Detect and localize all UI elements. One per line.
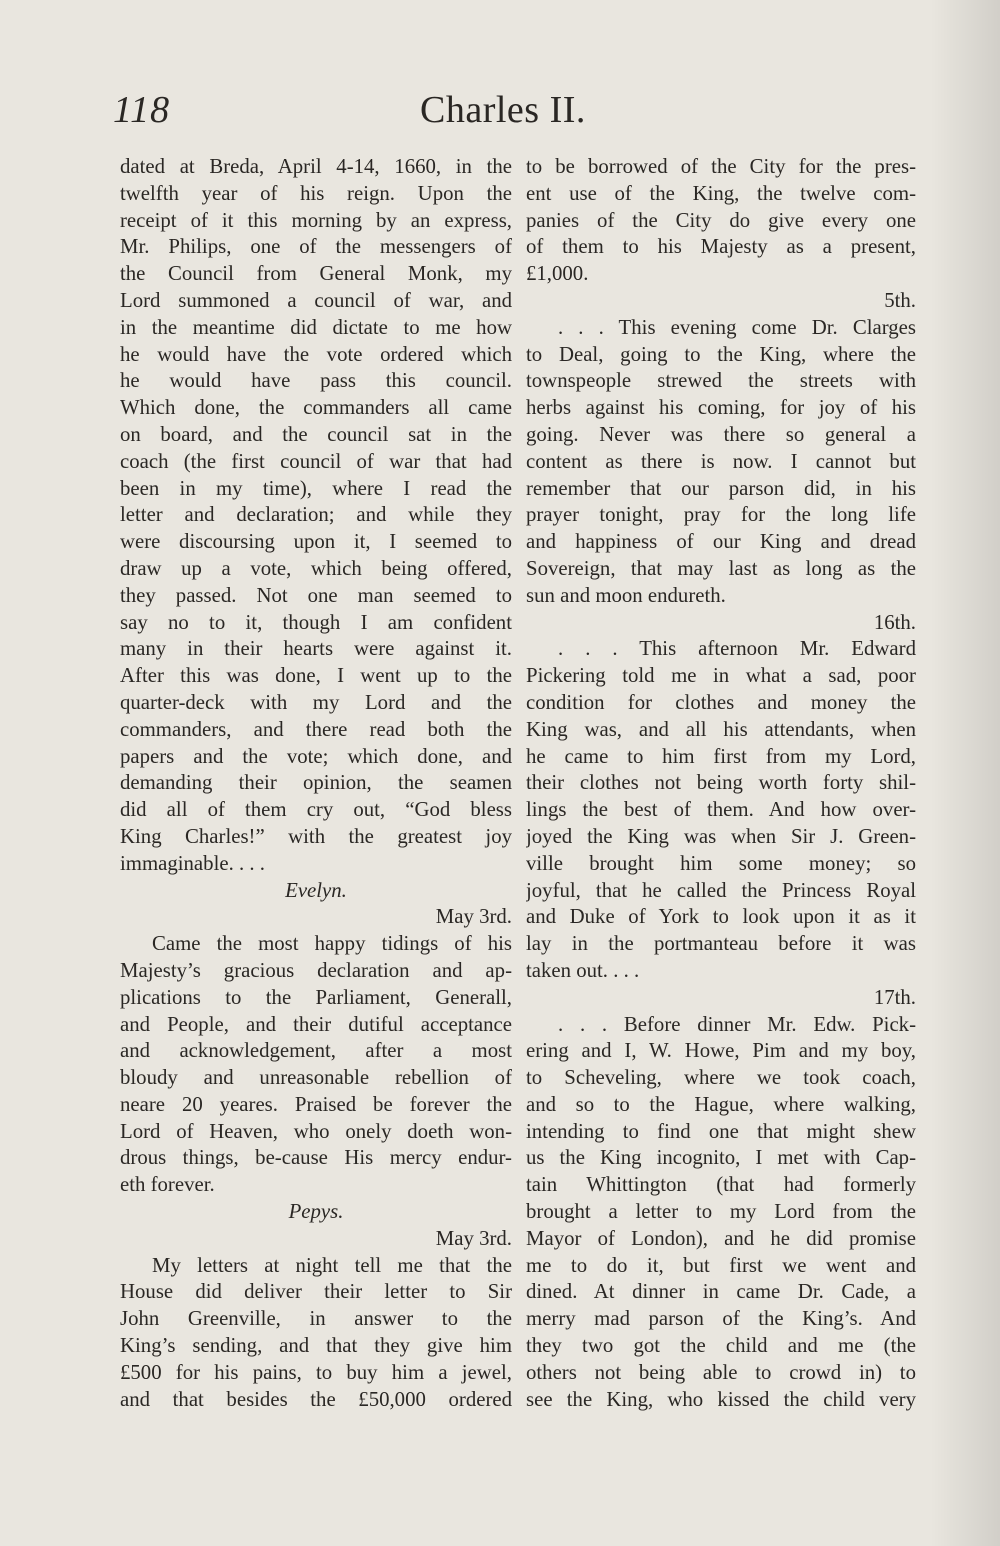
text-line: sun and moon endureth. — [526, 583, 726, 607]
page-edge-shadow — [930, 0, 1000, 1546]
text-line: of them to his Majesty as a present, — [526, 235, 916, 259]
text-line: did all of them cry out, “God bless — [120, 798, 512, 822]
text-line: were discoursing upon it, I seemed to — [120, 530, 512, 554]
text-line: and acknowledgement, after a most — [120, 1039, 512, 1063]
date-heading: May 3rd. — [435, 905, 512, 929]
text-line: Mayor of London), and he did promise — [526, 1226, 916, 1250]
text-line: Lord summoned a council of war, and — [120, 288, 512, 312]
text-line: dined. At dinner in came Dr. Cade, a — [526, 1280, 916, 1304]
text-line: twelfth year of his reign. Upon the — [120, 181, 512, 205]
text-line: bloudy and unreasonable rebellion of — [120, 1066, 512, 1090]
text-line: to be borrowed of the City for the pres- — [526, 155, 916, 178]
text-line: receipt of it this morning by an express, — [120, 208, 512, 232]
text-line: dated at Breda, April 4-14, 1660, in the — [120, 155, 512, 178]
text-line: lay in the portmanteau before it was — [526, 932, 916, 956]
text-line: draw up a vote, which being offered, — [120, 556, 512, 580]
text-line: immaginable. . . . — [120, 851, 265, 875]
text-line: neare 20 yeares. Praised be forever the — [120, 1092, 512, 1116]
text-line: been in my time), where I read the — [120, 476, 512, 500]
text-line: . . . This afternoon Mr. Edward — [558, 637, 916, 661]
text-line: to Deal, going to the King, where the — [526, 342, 916, 366]
text-line: £500 for his pains, to buy him a jewel, — [120, 1360, 512, 1384]
text-line: After this was done, I went up to the — [120, 664, 512, 688]
text-line: commanders, and there read both the — [120, 717, 512, 741]
text-line: Pickering told me in what a sad, poor — [526, 664, 916, 688]
running-title: Charles II. — [420, 89, 586, 131]
left-text-column — [120, 154, 512, 1413]
text-line: prayer tonight, pray for the long life — [526, 503, 916, 527]
text-line: he came to him first from my Lord, — [526, 744, 916, 768]
text-line: letter and declaration; and while they — [120, 503, 512, 527]
text-line: they passed. Not one man seemed to — [120, 583, 512, 607]
text-line: ering and I, W. Howe, Pim and my boy, — [526, 1039, 916, 1063]
page-header — [113, 88, 933, 138]
text-line: Lord of Heaven, who onely doeth won- — [120, 1119, 512, 1143]
text-line: their clothes not being worth forty shil- — [526, 771, 916, 795]
text-line: us the King incognito, I met with Cap- — [526, 1146, 916, 1170]
text-line: plications to the Parliament, Generall, — [120, 985, 512, 1009]
text-line: tain Whittington (that had formerly — [526, 1173, 916, 1197]
text-line: ville brought him some money; so — [526, 851, 916, 875]
text-line: content as there is now. I cannot but — [526, 449, 916, 473]
text-line: and so to the Hague, where walking, — [526, 1092, 916, 1116]
text-line: Majesty’s gracious declaration and ap- — [120, 958, 512, 982]
text-line: and People, and their dutiful acceptance — [120, 1012, 512, 1036]
text-line: townspeople strewed the streets with — [526, 369, 916, 393]
text-line: Sovereign, that may last as long as the — [526, 556, 916, 580]
text-line: £1,000. — [526, 262, 589, 286]
text-line: demanding their opinion, the seamen — [120, 771, 512, 795]
text-line: condition for clothes and money the — [526, 690, 916, 714]
text-line: they two got the child and me (the — [526, 1334, 916, 1358]
text-line: intending to find one that might shew — [526, 1119, 916, 1143]
text-line: panies of the City do give every one — [526, 208, 916, 232]
text-line: say no to it, though I am confident — [120, 610, 512, 634]
text-line: drous things, be-cause His mercy endur- — [120, 1146, 512, 1170]
text-line: King was, and all his attendants, when — [526, 717, 916, 741]
text-line: House did deliver their letter to Sir — [120, 1280, 512, 1304]
text-line: King’s sending, and that they give him — [120, 1334, 512, 1358]
text-line: ent use of the King, the twelve com- — [526, 181, 916, 205]
text-line: joyful, that he called the Princess Royal — [526, 878, 916, 902]
date-heading: May 3rd. — [435, 1226, 512, 1250]
text-line: brought a letter to my Lord from the — [526, 1200, 916, 1224]
text-line: . . . This evening come Dr. Clarges — [558, 315, 916, 339]
text-line: lings the best of them. And how over- — [526, 798, 916, 822]
date-heading: 5th. — [884, 288, 916, 312]
text-line: he would have pass this council. — [120, 369, 512, 393]
text-line: joyed the King was when Sir J. Green- — [526, 824, 916, 848]
text-line: to Scheveling, where we took coach, — [526, 1066, 916, 1090]
text-line: and Duke of York to look upon it as it — [526, 905, 916, 929]
text-line: King Charles!” with the greatest joy — [120, 824, 512, 848]
text-line: Mr. Philips, one of the messengers of — [120, 235, 512, 259]
text-line: going. Never was there so general a — [526, 422, 916, 446]
text-line: herbs against his coming, for joy of his — [526, 396, 916, 420]
text-line: many in their hearts were against it. — [120, 637, 512, 661]
text-line: merry mad parson of the King’s. And — [526, 1307, 916, 1331]
text-line: taken out. . . . — [526, 958, 640, 982]
text-line: see the King, who kissed the child very — [526, 1387, 916, 1411]
text-line: quarter-deck with my Lord and the — [120, 690, 512, 714]
text-line: coach (the first council of war that had — [120, 449, 512, 473]
text-line: and happiness of our King and dread — [526, 530, 916, 554]
text-line: Came the most happy tidings of his — [152, 932, 512, 956]
text-line: me to do it, but first we went and — [526, 1253, 916, 1277]
date-heading: 17th. — [873, 985, 916, 1009]
text-line: . . . Before dinner Mr. Edw. Pick- — [558, 1012, 916, 1036]
author-heading: Pepys. — [288, 1200, 344, 1224]
text-line: in the meantime did dictate to me how — [120, 315, 512, 339]
date-heading: 16th. — [873, 610, 916, 634]
author-heading: Evelyn. — [285, 878, 347, 902]
text-line: papers and the vote; which done, and — [120, 744, 512, 768]
text-line: Which done, the commanders all came — [120, 396, 512, 420]
text-line: and that besides the £50,000 ordered — [120, 1387, 512, 1411]
right-text-column — [526, 154, 916, 1413]
text-line: he would have the vote ordered which — [120, 342, 512, 366]
page-number: 118 — [113, 89, 171, 131]
text-line: eth forever. — [120, 1173, 215, 1197]
text-line: John Greenville, in answer to the — [120, 1307, 512, 1331]
text-line: remember that our parson did, in his — [526, 476, 916, 500]
text-line: My letters at night tell me that the — [152, 1253, 512, 1277]
text-line: others not being able to crowd in) to — [526, 1360, 916, 1384]
text-line: the Council from General Monk, my — [120, 262, 512, 286]
text-line: on board, and the council sat in the — [120, 422, 512, 446]
